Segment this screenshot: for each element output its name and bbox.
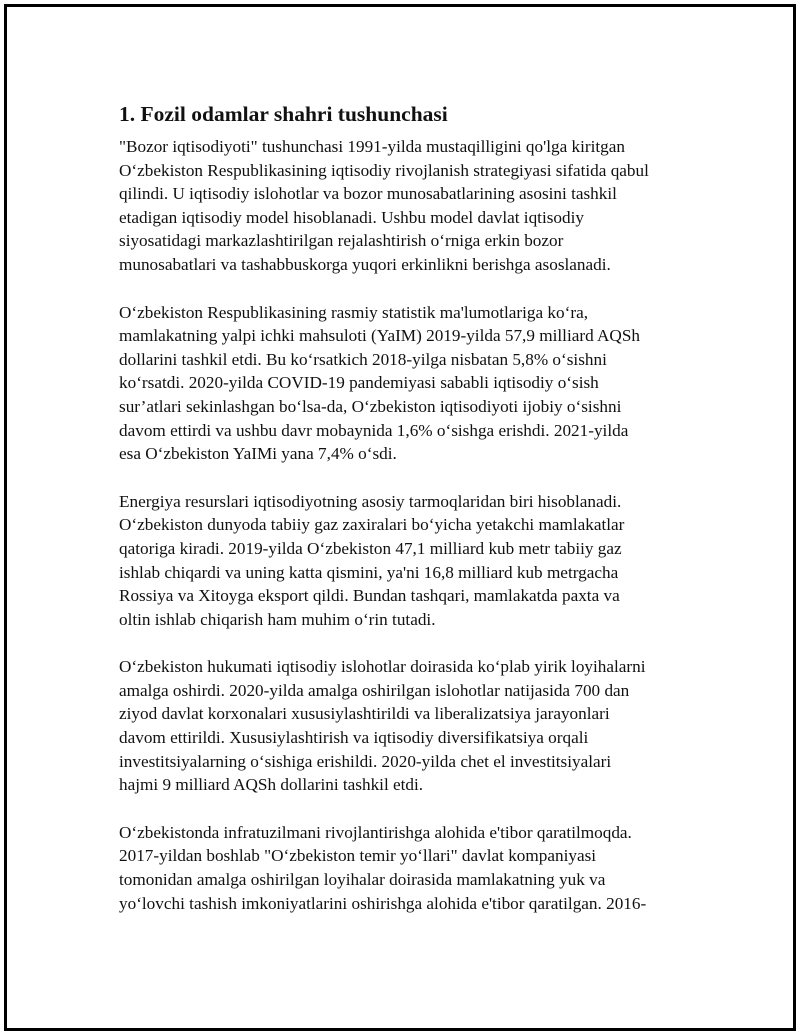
text-line: amalga oshirdi. 2020-yilda amalga oshirilgan islohotlar natijasida 700 dan [119, 680, 630, 700]
text-line: ziyod davlat korxonalari xususiylashtirildi va liberalizatsiya jarayonlari [119, 704, 610, 724]
text-line: O‘zbekiston hukumati iqtisodiy islohotlar doirasida ko‘plab yirik loyihalarni [119, 657, 646, 677]
text-line: O‘zbekistonda infratuzilmani rivojlantirishga alohida e'tibor qaratilmoqda. [119, 822, 632, 842]
text-line: qatoriga kiradi. 2019-yilda O‘zbekiston 47,1 milliard kub metr tabiiy gaz [119, 538, 622, 558]
text-line: oltin ishlab chiqarish ham muhim o‘rin tutadi. [119, 609, 436, 629]
text-line: davom ettirildi. Xususiylashtirish va iqtisodiy diversifikatsiya orqali [119, 728, 589, 748]
paragraph [119, 490, 709, 632]
text-line: O‘zbekiston Respublikasining iqtisodiy rivojlanish strategiyasi sifatida qabul [119, 160, 649, 180]
text-line: "Bozor iqtisodiyoti" tushunchasi 1991-yilda mustaqilligini qo'lga kiritgan [119, 137, 625, 156]
text-line: sur’atlari sekinlashgan bo‘lsa-da, O‘zbekiston iqtisodiyoti ijobiy o‘sishni [119, 396, 622, 416]
text-line: Energiya resurslari iqtisodiyotning asosiy tarmoqlaridan biri hisoblanadi. [119, 491, 622, 511]
text-line: investitsiyalarning o‘sishiga erishildi. 2020-yilda chet el investitsiyalari [119, 751, 612, 771]
text-line: mamlakatning yalpi ichki mahsuloti (YaIM) 2019-yilda 57,9 milliard AQSh [119, 326, 640, 346]
text-line: hajmi 9 milliard AQSh dollarini tashkil etdi. [119, 775, 424, 795]
section-heading: 1. Fozil odamlar shahri tushunchasi [119, 102, 448, 126]
paragraph [119, 655, 709, 797]
text-line: O‘zbekiston dunyoda tabiiy gaz zaxiralari bo‘yicha yetakchi mamlakatlar [119, 515, 625, 535]
document-body [119, 99, 709, 939]
text-line: dollarini tashkil etdi. Bu ko‘rsatkich 2018-yilga nisbatan 5,8% o‘sishni [119, 349, 607, 369]
paragraph [119, 821, 709, 915]
text-line: tomonidan amalga oshirilgan loyihalar doirasida mamlakatning yuk va [119, 870, 606, 890]
text-line: 2017-yildan boshlab "O‘zbekiston temir yo‘llari" davlat kompaniyasi [119, 846, 597, 866]
text-line: O‘zbekiston Respublikasining rasmiy statistik ma'lumotlariga ko‘ra, [119, 302, 588, 322]
paragraph [119, 135, 709, 277]
text-line: qilindi. U iqtisodiy islohotlar va bozor munosabatlarining asosini tashkil [119, 184, 617, 204]
text-line: siyosatidagi markazlashtirilgan rejalashtirish o‘rniga erkin bozor [119, 231, 564, 251]
text-line: etadigan iqtisodiy model hisoblanadi. Ushbu model davlat iqtisodiy [119, 207, 584, 227]
text-line: yo‘lovchi tashish imkoniyatlarini oshirishga alohida e'tibor qaratilgan. 2016- [119, 893, 647, 913]
paragraphs-container [119, 135, 709, 915]
paragraph [119, 301, 709, 466]
text-line: ishlab chiqardi va uning katta qismini, ya'ni 16,8 milliard kub metrgacha [119, 562, 619, 582]
text-line: Rossiya va Xitoyga eksport qildi. Bundan tashqari, mamlakatda paxta va [119, 586, 620, 606]
text-line: davom ettirdi va ushbu davr mobaynida 1,6% o‘sishga erishdi. 2021-yilda [119, 420, 629, 440]
text-line: ko‘rsatdi. 2020-yilda COVID-19 pandemiyasi sababli iqtisodiy o‘sish [119, 373, 599, 393]
text-line: munosabatlari va tashabbuskorga yuqori erkinlikni berishga asoslanadi. [119, 254, 611, 274]
text-line: esa O‘zbekiston YaIMi yana 7,4% o‘sdi. [119, 444, 397, 464]
page-frame [4, 4, 796, 1031]
